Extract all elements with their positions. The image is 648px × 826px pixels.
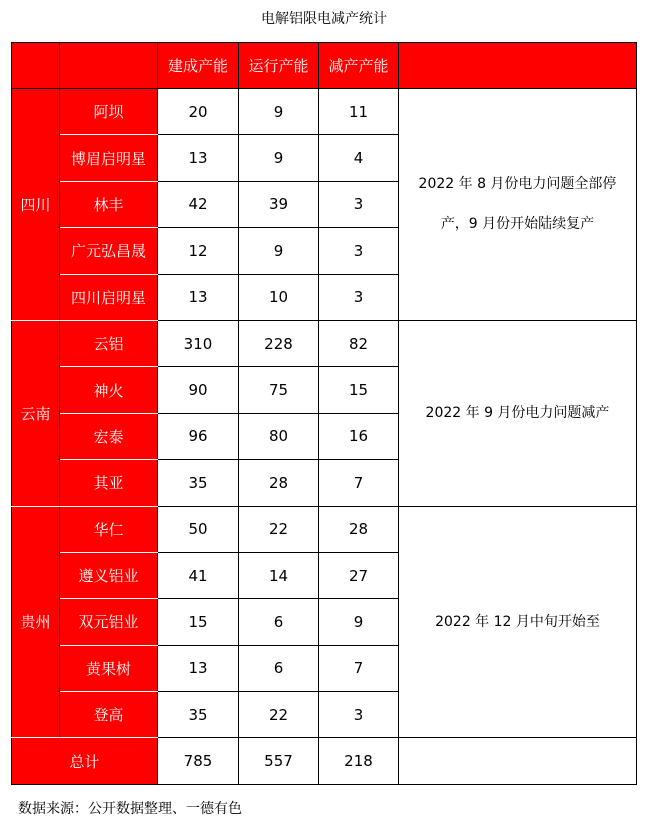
total-running: 557 bbox=[239, 738, 319, 784]
cut-capacity: 3 bbox=[319, 228, 399, 274]
header-running: 运行产能 bbox=[239, 43, 319, 89]
built-capacity: 20 bbox=[158, 89, 239, 135]
company-name: 遵义铝业 bbox=[60, 552, 158, 598]
built-capacity: 42 bbox=[158, 181, 239, 227]
running-capacity: 9 bbox=[239, 228, 319, 274]
total-label: 总计 bbox=[12, 738, 158, 784]
table-title: 电解铝限电减产统计 bbox=[261, 11, 387, 27]
header-built: 建成产能 bbox=[158, 43, 239, 89]
company-name: 双元铝业 bbox=[60, 599, 158, 645]
built-capacity: 35 bbox=[158, 692, 239, 738]
built-capacity: 41 bbox=[158, 552, 239, 598]
cut-capacity: 3 bbox=[319, 274, 399, 320]
company-name: 四川启明星 bbox=[60, 274, 158, 320]
built-capacity: 12 bbox=[158, 228, 239, 274]
cut-capacity: 4 bbox=[319, 135, 399, 181]
cut-capacity: 3 bbox=[319, 692, 399, 738]
running-capacity: 80 bbox=[239, 413, 319, 459]
cut-capacity: 28 bbox=[319, 506, 399, 552]
province-note: 2022 年 8 月份电力问题全部停产，9 月份开始陆续复产 bbox=[399, 89, 637, 321]
table-row bbox=[12, 320, 637, 366]
company-name: 神火 bbox=[60, 367, 158, 413]
table-row bbox=[12, 506, 637, 552]
running-capacity: 9 bbox=[239, 135, 319, 181]
built-capacity: 15 bbox=[158, 599, 239, 645]
company-name: 登高 bbox=[60, 692, 158, 738]
cut-capacity: 16 bbox=[319, 413, 399, 459]
running-capacity: 228 bbox=[239, 320, 319, 366]
province-note: 2022 年 12 月中旬开始至 bbox=[399, 506, 637, 738]
running-capacity: 75 bbox=[239, 367, 319, 413]
built-capacity: 13 bbox=[158, 645, 239, 691]
header-cut: 减产产能 bbox=[319, 43, 399, 89]
province-cell: 贵州 bbox=[12, 506, 60, 738]
company-name: 黄果树 bbox=[60, 645, 158, 691]
cut-capacity: 7 bbox=[319, 460, 399, 506]
cut-capacity: 15 bbox=[319, 367, 399, 413]
running-capacity: 22 bbox=[239, 692, 319, 738]
running-capacity: 6 bbox=[239, 645, 319, 691]
total-built: 785 bbox=[158, 738, 239, 784]
production-cut-table bbox=[11, 42, 637, 785]
cut-capacity: 82 bbox=[319, 320, 399, 366]
province-cell: 云南 bbox=[12, 320, 60, 506]
built-capacity: 13 bbox=[158, 135, 239, 181]
total-row bbox=[12, 738, 637, 784]
data-source-note: 数据来源：公开数据整理、一德有色 bbox=[18, 801, 242, 817]
company-name: 其亚 bbox=[60, 460, 158, 506]
company-name: 博眉启明星 bbox=[60, 135, 158, 181]
built-capacity: 13 bbox=[158, 274, 239, 320]
table-row bbox=[12, 89, 637, 135]
running-capacity: 22 bbox=[239, 506, 319, 552]
cut-capacity: 27 bbox=[319, 552, 399, 598]
built-capacity: 310 bbox=[158, 320, 239, 366]
cut-capacity: 9 bbox=[319, 599, 399, 645]
header-row bbox=[12, 43, 637, 89]
company-name: 华仁 bbox=[60, 506, 158, 552]
company-name: 宏泰 bbox=[60, 413, 158, 459]
company-name: 云铝 bbox=[60, 320, 158, 366]
company-name: 广元弘昌晟 bbox=[60, 228, 158, 274]
running-capacity: 10 bbox=[239, 274, 319, 320]
built-capacity: 96 bbox=[158, 413, 239, 459]
cut-capacity: 3 bbox=[319, 181, 399, 227]
total-cut: 218 bbox=[319, 738, 399, 784]
built-capacity: 90 bbox=[158, 367, 239, 413]
running-capacity: 9 bbox=[239, 89, 319, 135]
company-name: 阿坝 bbox=[60, 89, 158, 135]
cut-capacity: 11 bbox=[319, 89, 399, 135]
company-name: 林丰 bbox=[60, 181, 158, 227]
built-capacity: 35 bbox=[158, 460, 239, 506]
province-note: 2022 年 9 月份电力问题减产 bbox=[399, 320, 637, 506]
running-capacity: 6 bbox=[239, 599, 319, 645]
cut-capacity: 7 bbox=[319, 645, 399, 691]
running-capacity: 39 bbox=[239, 181, 319, 227]
built-capacity: 50 bbox=[158, 506, 239, 552]
province-cell: 四川 bbox=[12, 89, 60, 321]
running-capacity: 14 bbox=[239, 552, 319, 598]
running-capacity: 28 bbox=[239, 460, 319, 506]
